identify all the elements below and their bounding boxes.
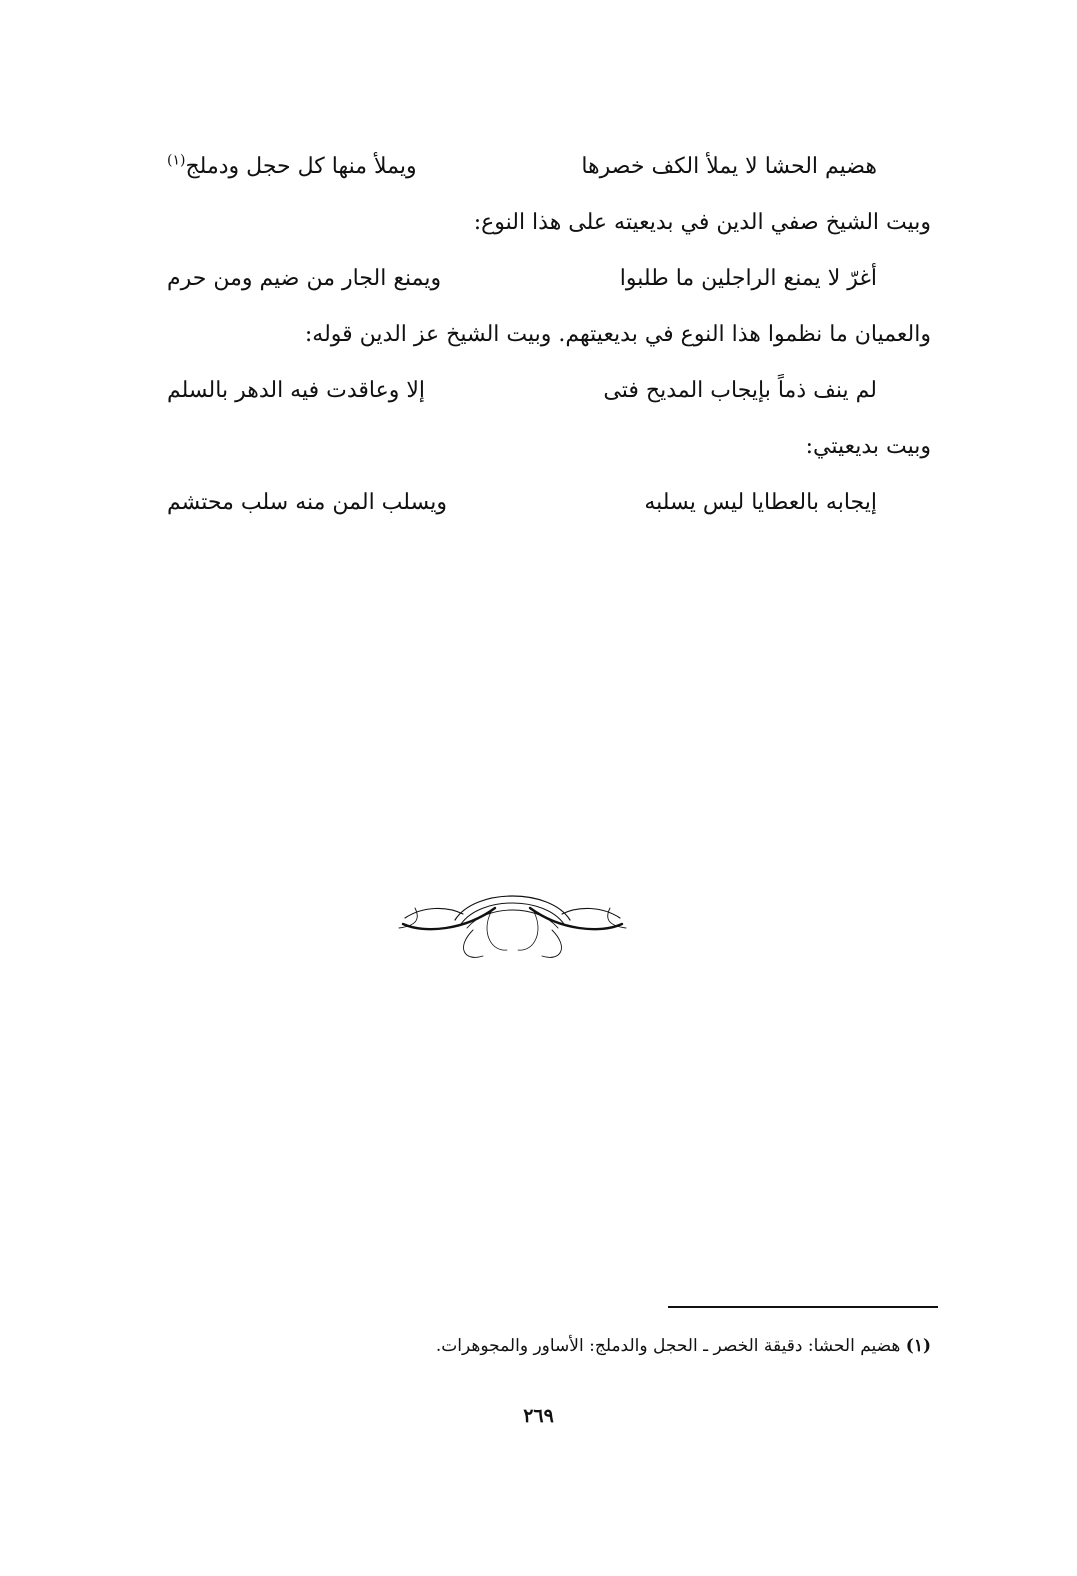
verse-1-first-hemistich: هضيم الحشا لا يملأ الكف خصرها bbox=[581, 154, 877, 179]
verse-3-first-hemistich: لم ينف ذماً بإيجاب المديح فتى bbox=[603, 378, 877, 403]
footnote bbox=[231, 1333, 931, 1359]
prose-line-2: والعميان ما نظموا هذا النوع في بديعيتهم. وبيت الشيخ عز الدين قوله: bbox=[304, 322, 931, 347]
verse-2-first-hemistich: أغرّ لا يمنع الراجلين ما طلبوا bbox=[619, 266, 877, 291]
verse-4-first-hemistich: إيجابه بالعطايا ليس يسلبه bbox=[644, 490, 877, 515]
footnote-marker: (١) bbox=[167, 152, 186, 169]
page-number: ٢٦٩ bbox=[523, 1405, 554, 1427]
footnote-number: (١) bbox=[905, 1336, 931, 1356]
verse-line-2 bbox=[167, 262, 877, 296]
verse-line-4 bbox=[167, 486, 877, 520]
verse-3-second-hemistich: إلا وعاقدت فيه الدهر بالسلم bbox=[167, 378, 425, 403]
prose-line-1: وبيت الشيخ صفي الدين في بديعيته على هذا النوع: bbox=[473, 210, 931, 235]
decorative-flourish-icon bbox=[395, 868, 630, 968]
prose-line-3: وبيت بديعيتي: bbox=[805, 434, 931, 459]
verse-line-1 bbox=[167, 150, 877, 184]
verse-1-second-hemistich-text: ويملأ منها كل حجل ودملج bbox=[185, 154, 417, 179]
footnote-separator bbox=[668, 1306, 938, 1308]
verse-line-3 bbox=[167, 374, 877, 408]
footnote-text: هضيم الحشا: دقيقة الخصر ـ الحجل والدملج: الأساور والمجوهرات. bbox=[435, 1336, 901, 1356]
verse-1-second-hemistich bbox=[167, 150, 417, 184]
verse-2-second-hemistich: ويمنع الجار من ضيم ومن حرم bbox=[167, 266, 442, 291]
verse-4-second-hemistich: ويسلب المن منه سلب محتشم bbox=[167, 490, 447, 515]
